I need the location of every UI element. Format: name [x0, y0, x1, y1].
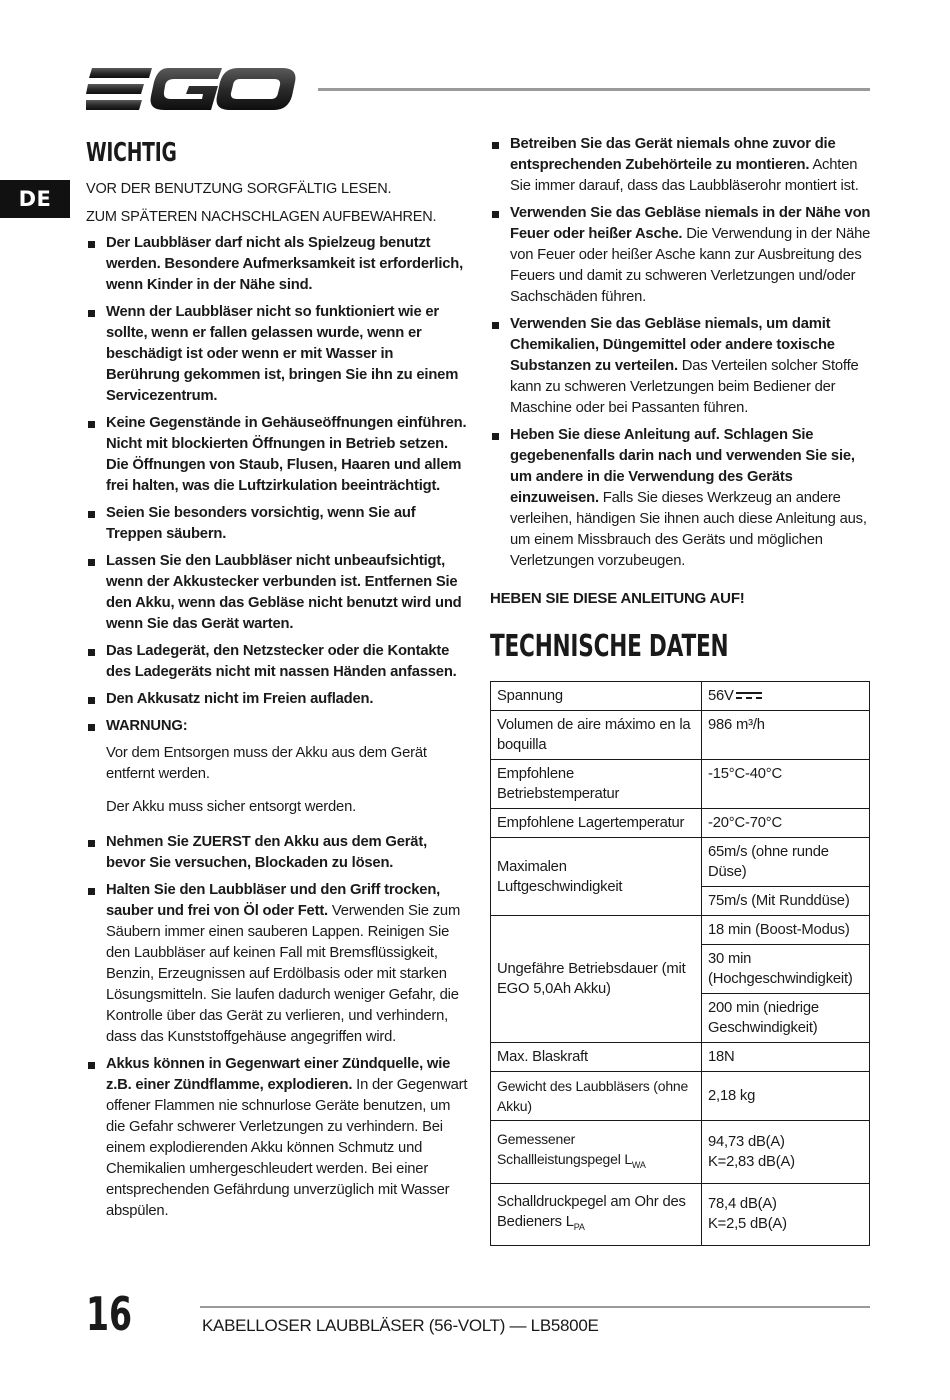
- specs-table: [490, 681, 870, 1246]
- table-row: [491, 838, 870, 887]
- spec-label: Empfohlene Betriebstemperatur: [491, 760, 702, 809]
- list-item: [86, 413, 470, 497]
- list-item: [490, 425, 872, 572]
- footer-rule: [200, 1306, 870, 1308]
- right-column: [490, 134, 872, 1246]
- bullet-bold: Der Laubbläser darf nicht als Spielzeug benutzt werden. Besondere Aufmerksamkeit ist erforderlich, wenn Kinder in der Nähe sind.: [106, 235, 464, 293]
- spec-label: Gewicht des Laubbläsers (ohne Akku): [491, 1072, 702, 1121]
- list-item: [490, 314, 872, 419]
- safety-list: [86, 233, 470, 737]
- bullet-text: Achten Sie immer darauf, dass das Laubbläserohr montiert ist.: [510, 157, 859, 194]
- bullet-bold: Wenn der Laubbläser nicht so funktioniert wie er sollte, wenn er fallen gelassen wurde, wenn er beschädigt ist oder wenn er mit Wasser in Berührung gekommen ist, bringen Sie ihn zu einem Servicezentrum.: [106, 304, 459, 404]
- list-item: [86, 233, 470, 296]
- spec-label: Spannung: [491, 682, 702, 711]
- warning-label: WARNUNG:: [106, 718, 188, 734]
- bullet-bold: Akkus können in Gegenwart einer Zündquelle, wie z.B. einer Zündflamme, explodieren.: [106, 1056, 451, 1093]
- intro-line-1: VOR DER BENUTZUNG SORGFÄLTIG LESEN.: [86, 181, 392, 197]
- spec-value: 18N: [702, 1043, 870, 1072]
- spec-value: 30 min (Hochgeschwindigkeit): [702, 945, 870, 994]
- bullet-bold: Nehmen Sie ZUERST den Akku aus dem Gerät, bevor Sie versuchen, Blockaden zu lösen.: [106, 834, 427, 871]
- spec-label: Ungefähre Betriebsdauer (mit EGO 5,0Ah Akku): [491, 916, 702, 1043]
- list-item: [86, 551, 470, 635]
- spec-value: 986 m³/h: [702, 711, 870, 760]
- spec-value: -20°C-70°C: [702, 809, 870, 838]
- language-tab: DE: [0, 180, 70, 218]
- list-item: [490, 134, 872, 197]
- bullet-bold: Das Ladegerät, den Netzstecker oder die Kontakte des Ladegeräts nicht mit nassen Händen anfassen.: [106, 643, 457, 680]
- spec-value: 18 min (Boost-Modus): [702, 916, 870, 945]
- table-row: [491, 1183, 870, 1245]
- bullet-bold: Heben Sie diese Anleitung auf. Schlagen Sie gegebenenfalls darin nach und verwenden Sie sie, um andere in die Verwendung des Geräts einzuweisen.: [510, 427, 855, 506]
- left-column: [86, 134, 470, 1228]
- list-item: [490, 203, 872, 308]
- bullet-bold: Verwenden Sie das Gebläse niemals in der Nähe von Feuer oder heißer Asche.: [510, 205, 871, 242]
- spec-value: 2,18 kg: [702, 1072, 870, 1121]
- list-item: [86, 503, 470, 545]
- spec-label: Maximalen Luftgeschwindigkeit: [491, 838, 702, 916]
- safety-list-continued: [86, 832, 470, 1222]
- bullet-text: Die Verwendung in der Nähe von Feuer oder heißer Asche kann zur Ausbreitung des Feuers und damit zu schweren Verletzungen und/oder Sachschäden führen.: [510, 226, 871, 305]
- bullet-text: Das Verteilen solcher Stoffe kann zu schweren Verletzungen beim Bediener der Maschine oder bei Passanten führen.: [510, 358, 859, 416]
- spec-label: Max. Blaskraft: [491, 1043, 702, 1072]
- bullet-bold: Verwenden Sie das Gebläse niemals, um damit Chemikalien, Düngemittel oder andere toxische Substanzen zu verteilen.: [510, 316, 835, 374]
- section-heading-technische-daten: TECHNISCHE DATEN: [490, 629, 729, 664]
- table-row: [491, 916, 870, 945]
- intro-line-2: ZUM SPÄTEREN NACHSCHLAGEN AUFBEWAHREN.: [86, 209, 437, 225]
- spec-value: 94,73 dB(A) K=2,83 dB(A): [702, 1121, 870, 1184]
- list-item: [86, 1054, 470, 1222]
- spec-value: 56V: [702, 682, 870, 711]
- table-row: [491, 1121, 870, 1184]
- bullet-text: In der Gegenwart offener Flammen nie schnurlose Geräte benutzen, um die Gefahr schwerer Verletzungen zu verhindern. Bei einem explodierenden Akku können Schmutz und Chemikalien umhergeschleudert werden. Bei einer entsprechenden Gefährdung unverzüglich mit Wasser abspülen.: [106, 1077, 468, 1219]
- spec-label: Gemessener Schallleistungspegel $L_{WA}$: [491, 1121, 702, 1184]
- page-number: 16: [86, 1287, 133, 1341]
- list-item: [86, 880, 470, 1048]
- bullet-bold: Seien Sie besonders vorsichtig, wenn Sie auf Treppen säubern.: [106, 505, 416, 542]
- spec-value: -15°C-40°C: [702, 760, 870, 809]
- list-item: [86, 302, 470, 407]
- safety-list-right: [490, 134, 872, 572]
- subscript: WA: [631, 1159, 646, 1170]
- spec-label: Volumen de aire máximo en la boquilla: [491, 711, 702, 760]
- bullet-bold: Betreiben Sie das Gerät niemals ohne zuvor die entsprechenden Zubehörteile zu montieren.: [510, 136, 836, 173]
- subscript: PA: [573, 1221, 585, 1232]
- table-row: [491, 809, 870, 838]
- spec-value: 200 min (niedrige Geschwindigkeit): [702, 994, 870, 1043]
- spec-value: 65m/s (ohne runde Düse): [702, 838, 870, 887]
- keep-manual-notice: HEBEN SIE DIESE ANLEITUNG AUF!: [490, 590, 745, 607]
- bullet-bold: Keine Gegenstände in Gehäuseöffnungen einführen. Nicht mit blockierten Öffnungen in Betrieb setzen. Die Öffnungen von Staub, Flusen, Haaren und allem frei halten, was die Luftzirkulation beeinträchtigt.: [106, 415, 467, 494]
- list-item-warning: [86, 716, 470, 737]
- warning-paragraph: Vor dem Entsorgen muss der Akku aus dem Gerät entfernt werden.: [106, 745, 427, 782]
- bullet-bold: Den Akkusatz nicht im Freien aufladen.: [106, 691, 374, 707]
- bullet-bold: Lassen Sie den Laubbläser nicht unbeaufsichtigt, wenn der Akkustecker verbunden ist. Entfernen Sie den Akku, wenn das Gebläse nicht benutzt wird und wenn Sie das Gerät warten.: [106, 553, 462, 632]
- spec-value: 75m/s (Mit Runddüse): [702, 887, 870, 916]
- table-row: [491, 711, 870, 760]
- dc-symbol-icon: [736, 691, 762, 701]
- table-row: [491, 682, 870, 711]
- bullet-text: Falls Sie dieses Werkzeug an andere verleihen, händigen Sie ihnen auch diese Anleitung aus, um einem Missbrauch des Geräts und möglichen Verletzungen vorzubeugen.: [510, 490, 867, 569]
- list-item: [86, 832, 470, 874]
- section-heading-wichtig: WICHTIG: [86, 138, 177, 168]
- bullet-bold: Halten Sie den Laubbläser und den Griff trocken, sauber und frei von Öl oder Fett.: [106, 882, 441, 919]
- bullet-text: Verwenden Sie zum Säubern immer einen sauberen Lappen. Reinigen Sie den Laubbläser auf keinen Fall mit Bremsflüssigkeit, Benzin, Erzeugnissen auf Erdölbasis oder mit starken Lösungsmitteln. Sie laufen dadurch weniger Gefahr, die Kontrolle über das Gerät zu verlieren, und verhindern, dass das Kunststoffgehäuse angegriffen wird.: [106, 903, 461, 1045]
- spec-label: Empfohlene Lagertemperatur: [491, 809, 702, 838]
- table-row: [491, 760, 870, 809]
- table-row: [491, 1072, 870, 1121]
- footer-title: KABELLOSER LAUBBLÄSER (56-VOLT) — LB5800E: [202, 1316, 599, 1335]
- ego-logo: [86, 64, 298, 114]
- header-rule: [318, 88, 870, 91]
- list-item: [86, 689, 470, 710]
- warning-paragraph: Der Akku muss sicher entsorgt werden.: [106, 799, 357, 815]
- spec-value: 78,4 dB(A) K=2,5 dB(A): [702, 1183, 870, 1245]
- table-row: [491, 1043, 870, 1072]
- spec-label: Schalldruckpegel am Ohr des Bedieners $L_{PA}$: [491, 1183, 702, 1245]
- list-item: [86, 641, 470, 683]
